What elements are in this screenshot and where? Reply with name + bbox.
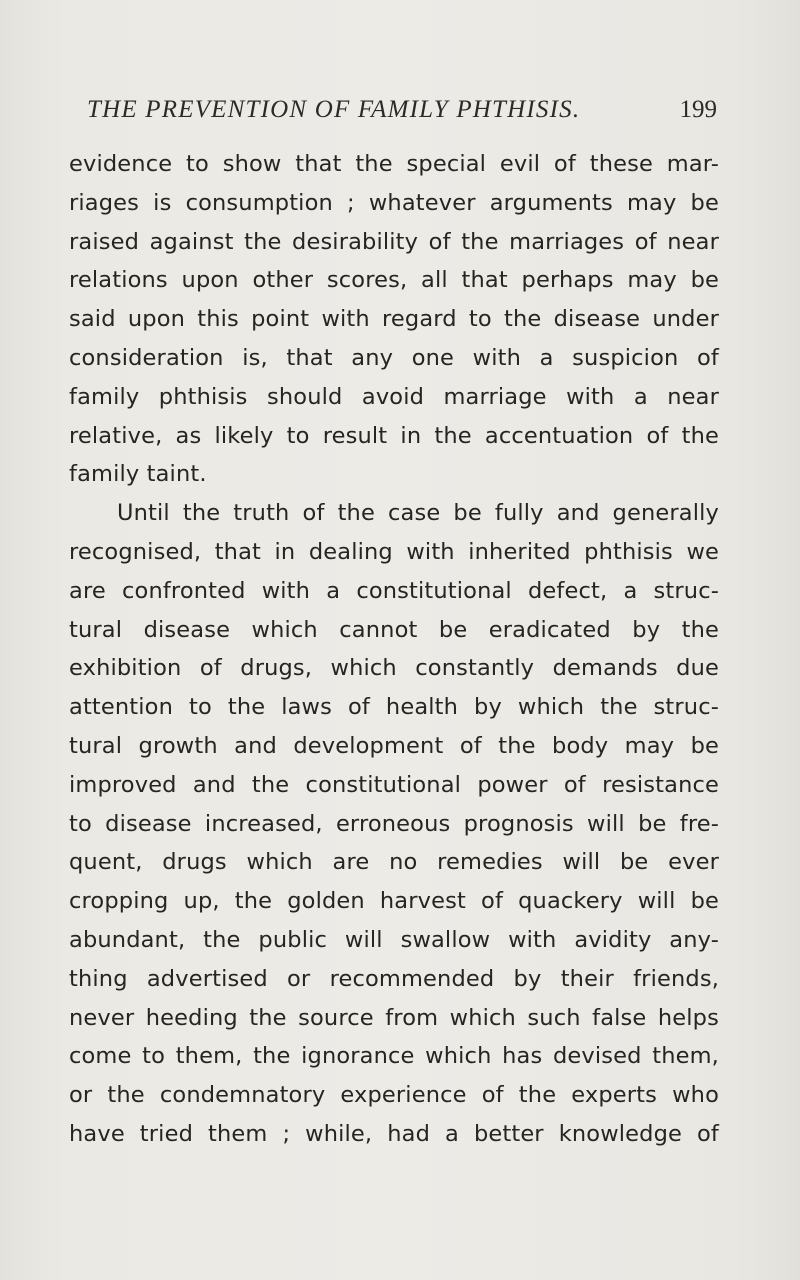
paragraph-start-line: Until the truth of the case be fully and generally (117, 500, 719, 527)
text-line: family phthisis should avoid marriage with a near (69, 383, 719, 410)
text-line: to disease increased, erroneous prognosis will be fre- (69, 810, 719, 837)
text-line: consideration is, that any one with a suspicion of (69, 344, 719, 371)
text-line: thing advertised or recommended by their friends, (69, 965, 719, 992)
text-line: or the condemnatory experience of the experts who (69, 1082, 719, 1109)
text-line: cropping up, the golden harvest of quackery will be (69, 888, 719, 915)
text-line: relative, as likely to result in the accentuation of the (69, 422, 719, 449)
text-line: are confronted with a constitutional defect, a struc- (69, 577, 719, 604)
text-line: attention to the laws of health by which the struc- (69, 694, 719, 721)
running-head (87, 96, 717, 136)
text-line: relations upon other scores, all that perhaps may be (69, 267, 719, 294)
text-line: recognised, that in dealing with inherited phthisis we (69, 538, 719, 565)
text-line: quent, drugs which are no remedies will be ever (69, 849, 719, 876)
text-line: exhibition of drugs, which constantly demands due (69, 655, 719, 682)
text-line: come to them, the ignorance which has devised them, (69, 1043, 719, 1070)
body-text (69, 145, 719, 1154)
text-line: have tried them ; while, had a better knowledge of (69, 1120, 719, 1147)
text-line: riages is consumption ; whatever arguments may be (69, 189, 719, 216)
text-line: evidence to show that the special evil of these mar- (69, 151, 719, 177)
running-title: THE PREVENTION OF FAMILY PHTHISIS. (87, 96, 581, 123)
text-line: never heeding the source from which such false helps (69, 1004, 719, 1031)
text-line: family taint. (69, 461, 207, 488)
text-line: said upon this point with regard to the disease under (69, 306, 719, 333)
text-line: tural disease which cannot be eradicated by the (69, 616, 719, 643)
text-line: abundant, the public will swallow with avidity any- (69, 926, 719, 953)
page-number: 199 (679, 96, 717, 123)
text-line: tural growth and development of the body may be (69, 732, 719, 759)
text-line: raised against the desirability of the marriages of near (69, 228, 719, 255)
text-line: improved and the constitutional power of resistance (69, 771, 719, 798)
